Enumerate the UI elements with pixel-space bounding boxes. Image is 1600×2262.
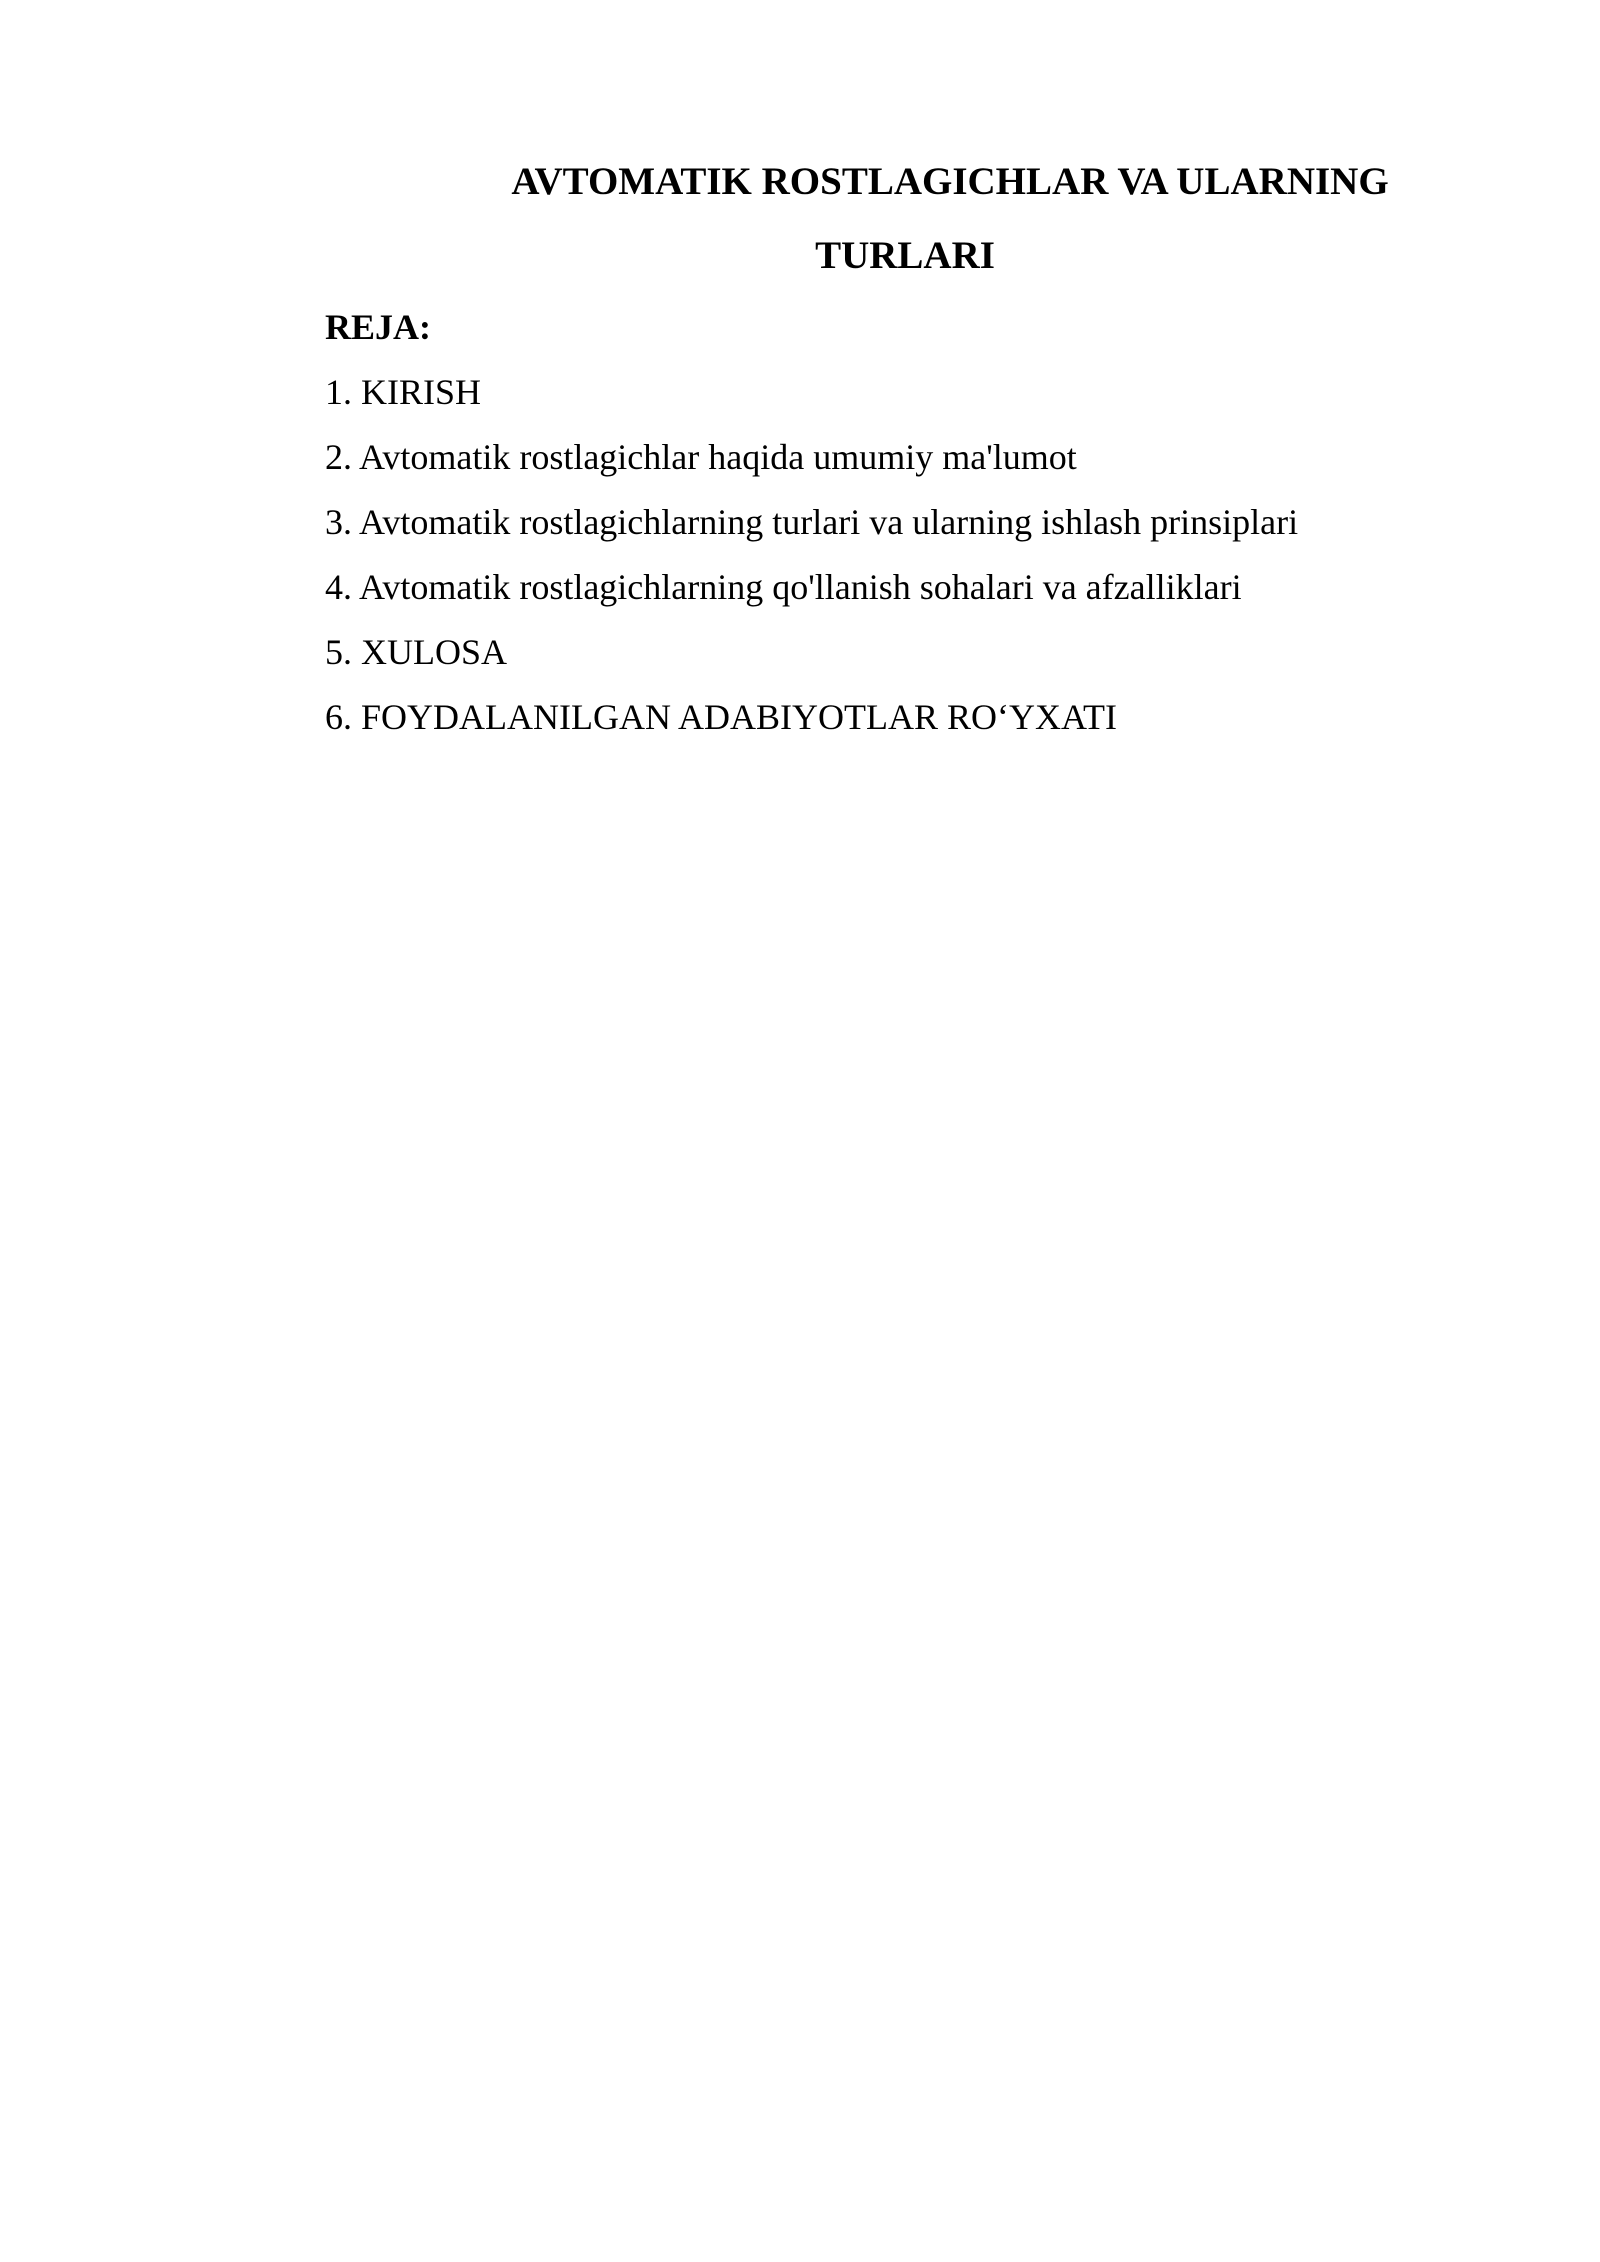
- document-title: [325, 145, 1485, 293]
- plan-item-types: 3. Avtomatik rostlagichlarning turlari va ularning ishlash prinsiplari: [325, 502, 1299, 542]
- title-line-1: AVTOMATIK ROSTLAGICHLAR VA ULARNING: [511, 160, 1389, 203]
- plan-item-references: 6. FOYDALANILGAN ADABIYOTLAR RO‘YXATI: [325, 697, 1117, 737]
- plan-item-general-info: 2. Avtomatik rostlagichlar haqida umumiy ma'lumot: [325, 437, 1077, 477]
- plan-section: [325, 295, 1485, 750]
- plan-item-intro: 1. KIRISH: [325, 372, 482, 412]
- plan-heading: REJA:: [325, 307, 431, 347]
- plan-item-conclusion: 5. XULOSA: [325, 632, 508, 672]
- plan-item-applications: 4. Avtomatik rostlagichlarning qo'llanish sohalari va afzalliklari: [325, 567, 1242, 607]
- plan-list: [325, 360, 1485, 750]
- title-line-2: TURLARI: [815, 234, 995, 277]
